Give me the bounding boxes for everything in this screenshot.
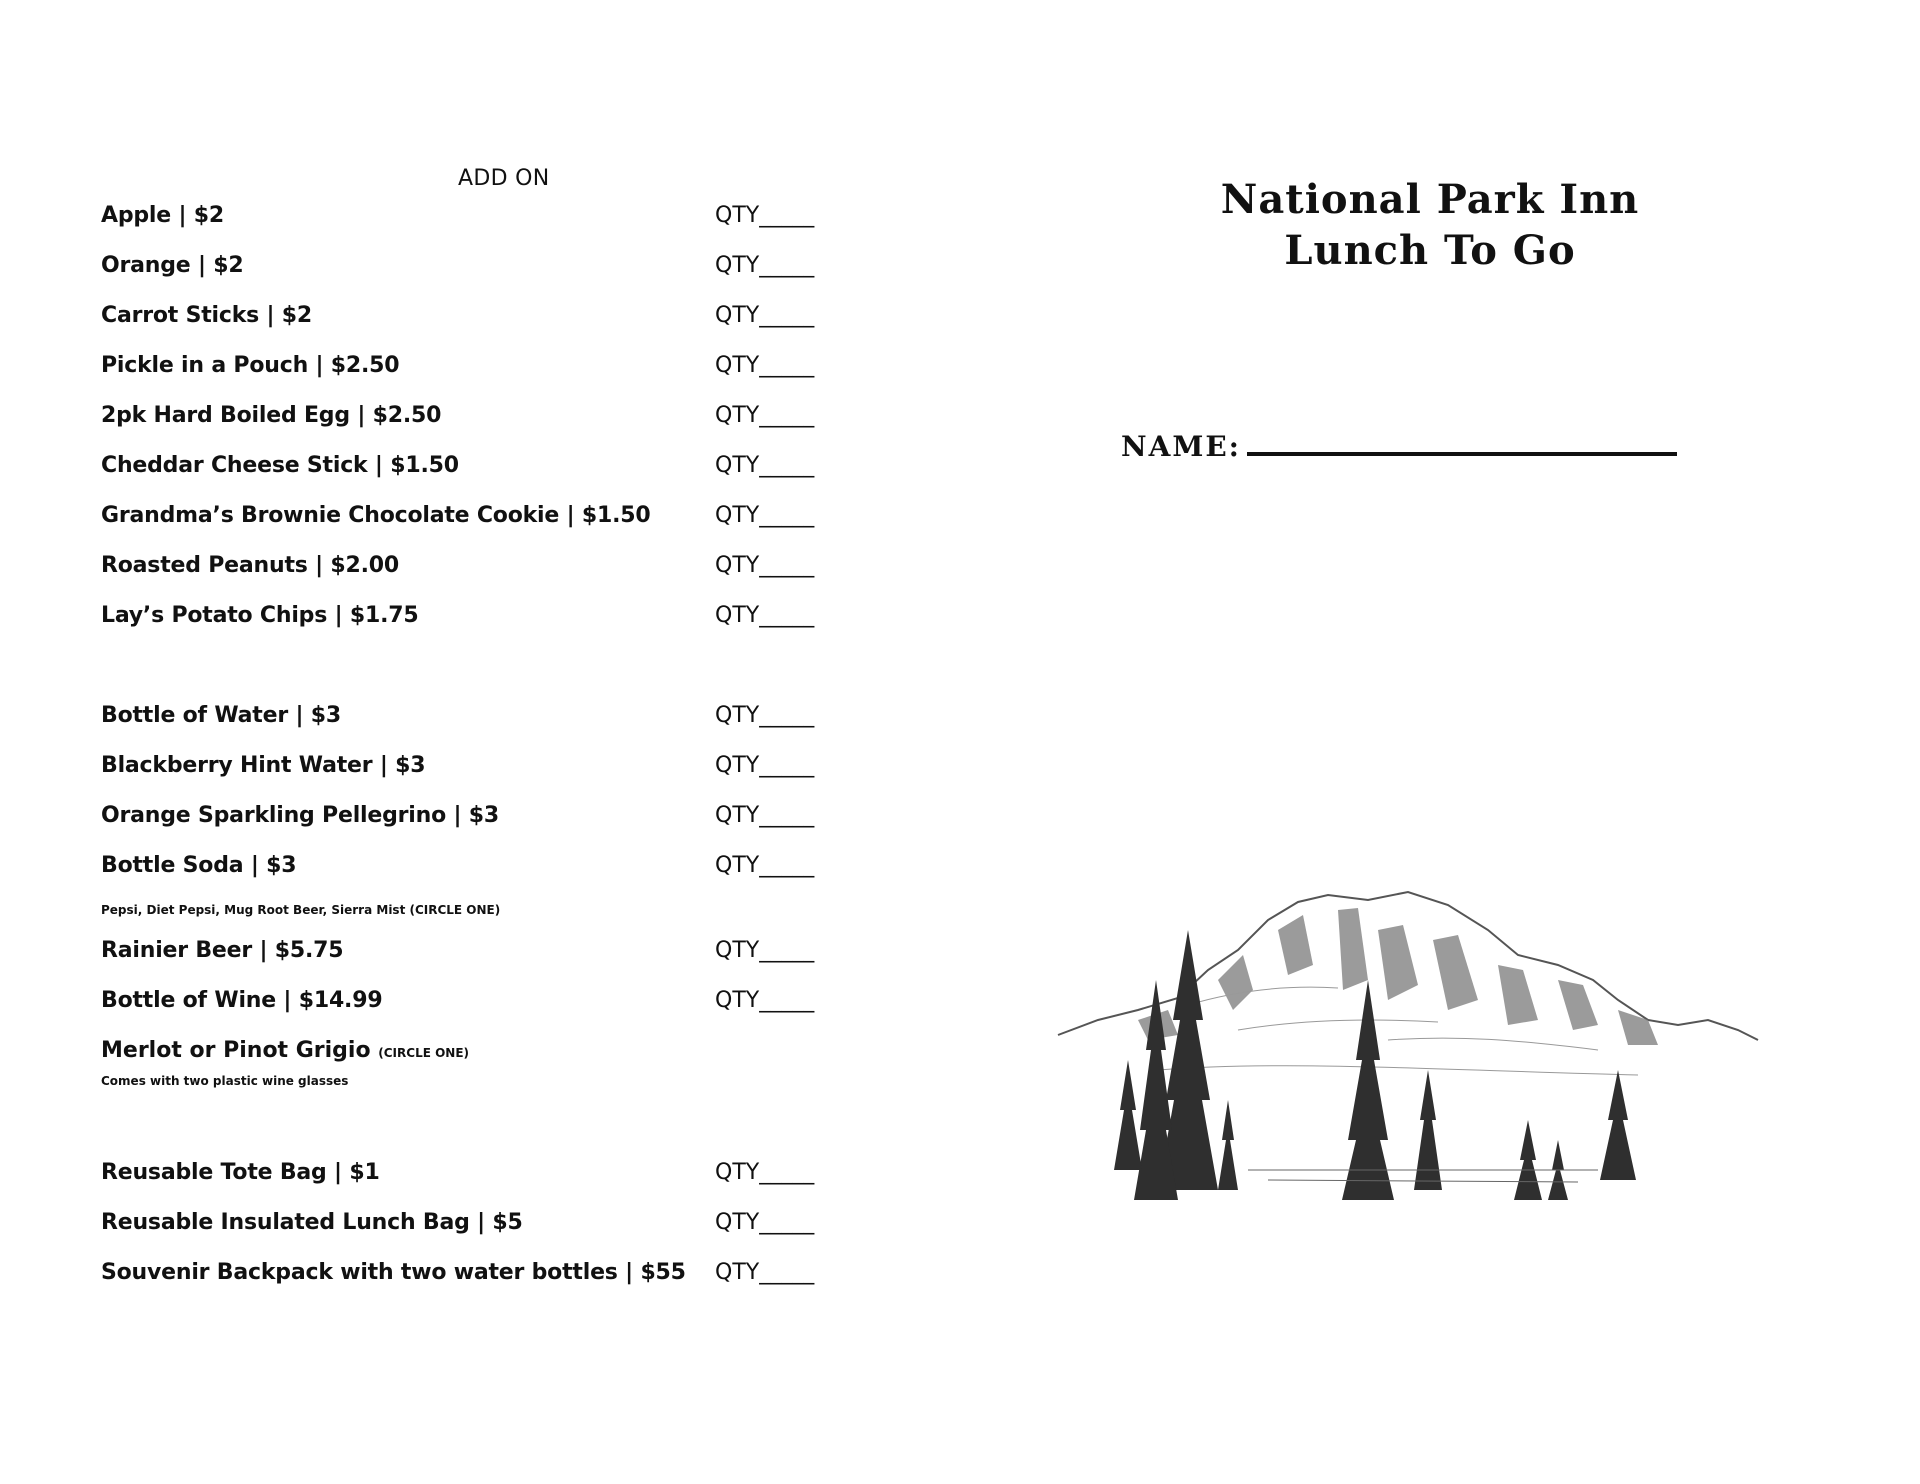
list-item: [101, 453, 841, 487]
qty-field[interactable]: QTY_____: [715, 803, 815, 828]
list-item: [101, 253, 841, 287]
name-label: NAME:: [1121, 430, 1241, 463]
item-label: Lay’s Potato Chips | $1.75: [101, 603, 419, 628]
soda-options-note: Pepsi, Diet Pepsi, Mug Root Beer, Sierra Mist (CIRCLE ONE): [101, 903, 501, 917]
qty-field[interactable]: QTY_____: [715, 553, 815, 578]
qty-field[interactable]: QTY_____: [715, 603, 815, 628]
qty-field[interactable]: QTY_____: [715, 988, 815, 1013]
item-label: Bottle Soda | $3: [101, 853, 297, 878]
wine-choice: [101, 1038, 469, 1063]
name-blank-line[interactable]: [1247, 434, 1677, 456]
qty-field[interactable]: QTY_____: [715, 1210, 815, 1235]
list-item: [101, 853, 841, 887]
item-label: Pickle in a Pouch | $2.50: [101, 353, 400, 378]
list-item: [101, 753, 841, 787]
qty-field[interactable]: QTY_____: [715, 503, 815, 528]
qty-field[interactable]: QTY_____: [715, 853, 815, 878]
qty-field[interactable]: QTY_____: [715, 938, 815, 963]
item-label: Orange | $2: [101, 253, 244, 278]
qty-field[interactable]: QTY_____: [715, 1160, 815, 1185]
wine-glasses-note: Comes with two plastic wine glasses: [101, 1074, 349, 1088]
name-field[interactable]: [1121, 430, 1677, 463]
item-label: Bottle of Water | $3: [101, 703, 341, 728]
list-item: [101, 938, 841, 972]
list-item: [101, 203, 841, 237]
item-label: Rainier Beer | $5.75: [101, 938, 344, 963]
item-label: Reusable Insulated Lunch Bag | $5: [101, 1210, 523, 1235]
item-label: Carrot Sticks | $2: [101, 303, 313, 328]
list-item: [101, 353, 841, 387]
list-item: [101, 303, 841, 337]
item-label: Souvenir Backpack with two water bottles | $55: [101, 1260, 686, 1285]
page-title: [1100, 174, 1760, 276]
title-line-1: National Park Inn: [1220, 176, 1640, 223]
qty-field[interactable]: QTY_____: [715, 253, 815, 278]
qty-field[interactable]: QTY_____: [715, 1260, 815, 1285]
qty-field[interactable]: QTY_____: [715, 753, 815, 778]
list-item: [101, 988, 841, 1022]
qty-field[interactable]: QTY_____: [715, 203, 815, 228]
mountain-illustration: [1038, 870, 1776, 1238]
wine-choice-note: (CIRCLE ONE): [378, 1046, 470, 1060]
qty-field[interactable]: QTY_____: [715, 403, 815, 428]
list-item: [101, 803, 841, 837]
qty-field[interactable]: QTY_____: [715, 703, 815, 728]
wine-choice-label: Merlot or Pinot Grigio: [101, 1038, 371, 1063]
item-label: Blackberry Hint Water | $3: [101, 753, 426, 778]
item-label: Grandma’s Brownie Chocolate Cookie | $1.50: [101, 503, 651, 528]
list-item: [101, 703, 841, 737]
list-item: [101, 1160, 841, 1194]
list-item: [101, 603, 841, 637]
qty-field[interactable]: QTY_____: [715, 303, 815, 328]
addon-heading: ADD ON: [458, 166, 550, 191]
item-label: Apple | $2: [101, 203, 224, 228]
qty-field[interactable]: QTY_____: [715, 353, 815, 378]
list-item: [101, 1210, 841, 1244]
title-line-2: Lunch To Go: [1284, 227, 1576, 274]
item-label: Roasted Peanuts | $2.00: [101, 553, 400, 578]
qty-field[interactable]: QTY_____: [715, 453, 815, 478]
item-label: Reusable Tote Bag | $1: [101, 1160, 380, 1185]
list-item: [101, 553, 841, 587]
list-item: [101, 1260, 841, 1294]
list-item: [101, 403, 841, 437]
item-label: Cheddar Cheese Stick | $1.50: [101, 453, 459, 478]
item-label: Orange Sparkling Pellegrino | $3: [101, 803, 499, 828]
item-label: 2pk Hard Boiled Egg | $2.50: [101, 403, 442, 428]
list-item: [101, 503, 841, 537]
item-label: Bottle of Wine | $14.99: [101, 988, 383, 1013]
